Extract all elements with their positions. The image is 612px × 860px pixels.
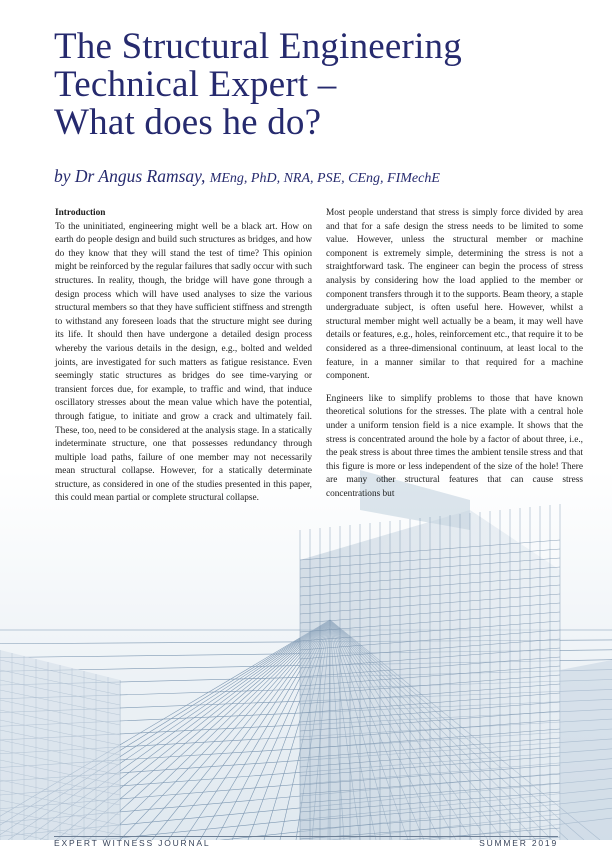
title-line-3: What does he do? [54, 102, 322, 143]
intro-text: To the uninitiated, engineering might well be a black art. How on earth do people design and build such structures as bridges, and how do they know that they will stand the test of time? This opinion might be reinforced by the regular failures that sadly occur with such structures. In reality, though, the bridge will have gone through a design process which will have used analyses to size the various structural members so that they have sufficient stiffness and strength to withstand any foreseen loads that the structure might see during its life. It should then have undergone a detailed design process whereby the various details in the design, e.g., bolted and welded joints, are investigated for such matters as fatigue resistance. Even seemingly static structures as bridges do see time-varying or transient forces due, for example, to traffic and wind, that induce oscillatory stresses about the mean value which have the potential, through fatigue, to initiate and grow a crack and ultimately fail. These, too, need to be considered at the analysis stage. In a statically indeterminate structure, one that possesses redundancy through multiple load paths, failure of one member may not necessarily mean structural collapse. However, for a statically determinate structure, as considered in one of the studies presented in this paper, this could mean partial or complete structural collapse. [55, 221, 312, 504]
simplify-paragraph: Engineers like to simplify problems to those that have known theoretical solutions for the stresses. The plate with a central hole under a uniform tension field is a nice example. It shows that the stress is concentrated around the hole by a factor of about three, i.e., the peak stress is about three times the ambient tensile stress and that this figure is more or less independent of the size of the hole! There are many other structural features that can cause stress concentrations but [326, 393, 583, 499]
building-blueprint-illustration [0, 470, 612, 840]
title-line-2: Technical Expert – [54, 64, 337, 105]
title-line-1: The Structural Engineering [54, 26, 462, 67]
footer-issue: SUMMER 2019 [479, 838, 558, 848]
footer-rule [54, 836, 558, 837]
article-title [54, 28, 574, 142]
section-heading-introduction: Introduction [55, 208, 106, 218]
author-credentials: MEng, PhD, NRA, PSE, CEng, FIMechE [209, 171, 440, 186]
intro-paragraph [55, 207, 312, 506]
right-column [326, 207, 583, 510]
author-name: by Dr Angus Ramsay, [54, 166, 206, 186]
stress-paragraph: Most people understand that stress is simply force divided by area and that for a safe design the stress needs to be limited to some value. However, unless the structural member or machine component is extremely simple, determining the stress is not a straightforward task. The engineer can begin the process of stress analysis by considering how the load applied to the member or component transfers through it to the supports. Beam theory, a staple undergraduate subject, is often useful here. However, whilst a structural member might well actually be a beam, it may well have details or features, e.g., holes, reinforcement etc., that require it to be considered as a three-dimensional continuum, at least local to the feature, in a manner similar to that required for a machine component. [326, 208, 583, 382]
left-column [55, 207, 312, 515]
author-byline [54, 166, 440, 187]
footer-journal-name: EXPERT WITNESS JOURNAL [54, 838, 211, 848]
